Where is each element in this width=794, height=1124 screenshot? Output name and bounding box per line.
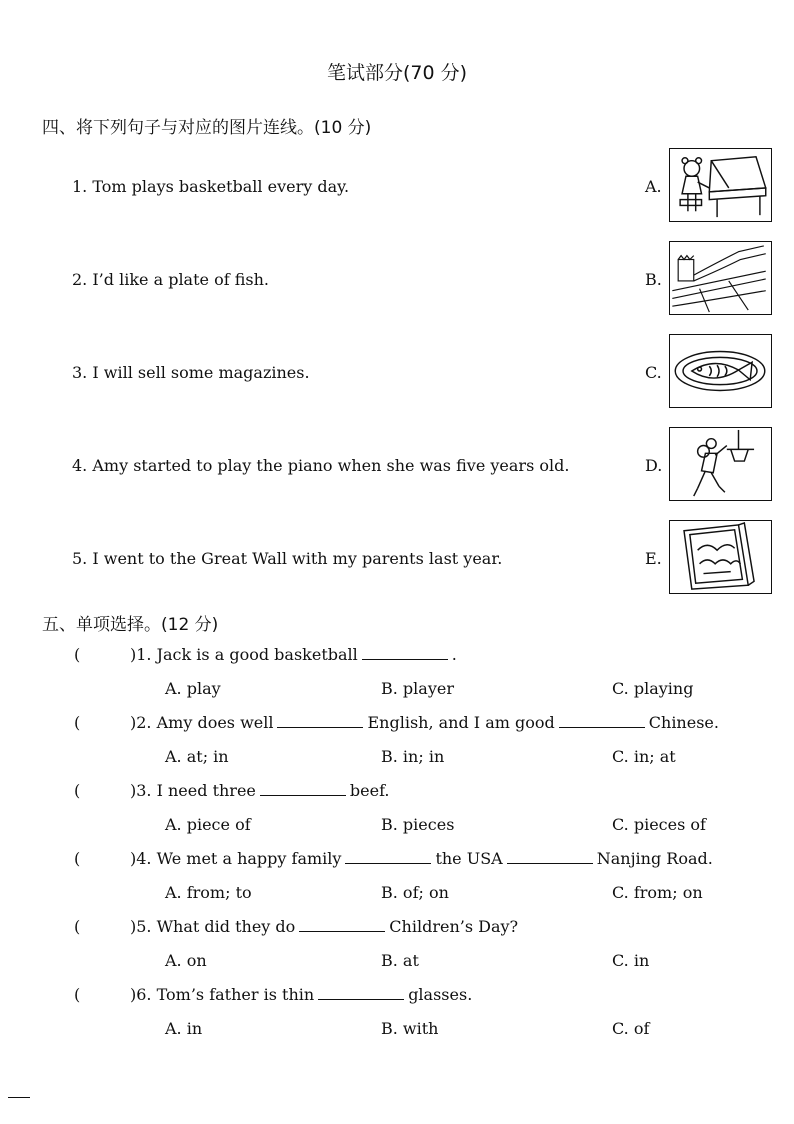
option-c[interactable]: C. playing (612, 679, 694, 698)
basketball-player-icon[interactable] (669, 427, 772, 501)
girl-piano-icon[interactable] (669, 148, 772, 222)
blank-field[interactable] (362, 645, 448, 660)
option-b[interactable]: B. at (381, 951, 419, 970)
blank-field[interactable] (345, 849, 431, 864)
match-sentence-4: 4. Amy started to play the piano when she was five years old. (72, 456, 570, 475)
answer-bracket[interactable]: ( (74, 849, 81, 868)
question-6: )6. Tom’s father is thin glasses. (130, 985, 473, 1004)
blank-field[interactable] (299, 917, 385, 932)
option-b[interactable]: B. with (381, 1019, 439, 1038)
picture-letter-e: E. (645, 549, 662, 568)
picture-letter-a: A. (645, 177, 662, 196)
answer-bracket[interactable]: ( (74, 781, 81, 800)
blank-field[interactable] (277, 713, 363, 728)
picture-letter-d: D. (645, 456, 663, 475)
option-b[interactable]: B. of; on (381, 883, 449, 902)
picture-letter-b: B. (645, 270, 662, 289)
magazine-icon[interactable] (669, 520, 772, 594)
option-a[interactable]: A. piece of (165, 815, 251, 834)
blank-field[interactable] (318, 985, 404, 1000)
match-sentence-1: 1. Tom plays basketball every day. (72, 177, 350, 196)
option-b[interactable]: B. in; in (381, 747, 445, 766)
question-2: )2. Amy does well English, and I am good Chinese. (130, 713, 719, 732)
page-divider (8, 1097, 30, 1098)
option-a[interactable]: A. in (165, 1019, 203, 1038)
blank-field[interactable] (260, 781, 346, 796)
option-a[interactable]: A. play (165, 679, 221, 698)
option-c[interactable]: C. from; on (612, 883, 703, 902)
option-b[interactable]: B. pieces (381, 815, 455, 834)
blank-field[interactable] (507, 849, 593, 864)
page-title: 笔试部分(70 分) (326, 62, 468, 84)
blank-field[interactable] (559, 713, 645, 728)
match-sentence-3: 3. I will sell some magazines. (72, 363, 310, 382)
answer-bracket[interactable]: ( (74, 917, 81, 936)
option-c[interactable]: C. in; at (612, 747, 676, 766)
question-3: )3. I need three beef. (130, 781, 390, 800)
section-5-heading: 五、单项选择。(12 分) (42, 615, 219, 635)
question-1: )1. Jack is a good basketball . (130, 645, 457, 664)
answer-bracket[interactable]: ( (74, 713, 81, 732)
option-c[interactable]: C. pieces of (612, 815, 706, 834)
option-a[interactable]: A. on (165, 951, 207, 970)
answer-bracket[interactable]: ( (74, 645, 81, 664)
answer-bracket[interactable]: ( (74, 985, 81, 1004)
picture-letter-c: C. (645, 363, 662, 382)
great-wall-icon[interactable] (669, 241, 772, 315)
option-a[interactable]: A. at; in (165, 747, 229, 766)
option-c[interactable]: C. in (612, 951, 650, 970)
question-4: )4. We met a happy family the USA Nanjing Road. (130, 849, 713, 868)
section-4-heading: 四、将下列句子与对应的图片连线。(10 分) (42, 118, 372, 138)
fish-plate-icon[interactable] (669, 334, 772, 408)
question-5: )5. What did they do Children’s Day? (130, 917, 519, 936)
option-c[interactable]: C. of (612, 1019, 650, 1038)
match-sentence-2: 2. I’d like a plate of fish. (72, 270, 269, 289)
option-b[interactable]: B. player (381, 679, 454, 698)
option-a[interactable]: A. from; to (165, 883, 252, 902)
match-sentence-5: 5. I went to the Great Wall with my parents last year. (72, 549, 503, 568)
